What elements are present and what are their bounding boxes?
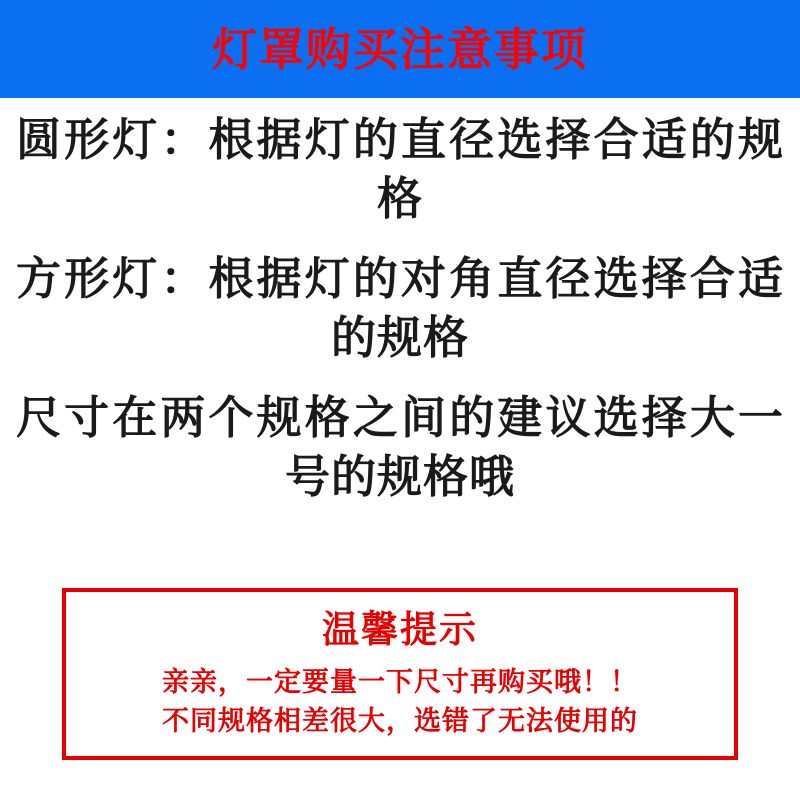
page-title: 灯罩购买注意事项: [211, 23, 588, 75]
notice-paragraph-size-between: 尺寸在两个规格之间的建议选择大一号的规格哦: [16, 391, 784, 502]
header-banner: [0, 0, 800, 98]
notice-paragraph-square-lamp: 方形灯：根据灯的对角直径选择合适的规格: [16, 252, 784, 364]
warm-tip-line-1: 亲亲，一定要量一下尺寸再购买哦！！: [162, 666, 638, 697]
warm-tip-box: [62, 588, 738, 760]
warm-tip-line-2: 不同规格相差很大，选错了无法使用的: [162, 705, 638, 736]
notice-body: [0, 110, 800, 506]
notice-paragraph-round-lamp: 圆形灯：根据灯的直径选择合适的规格: [16, 114, 784, 225]
warm-tip-title: 温馨提示: [322, 609, 478, 650]
